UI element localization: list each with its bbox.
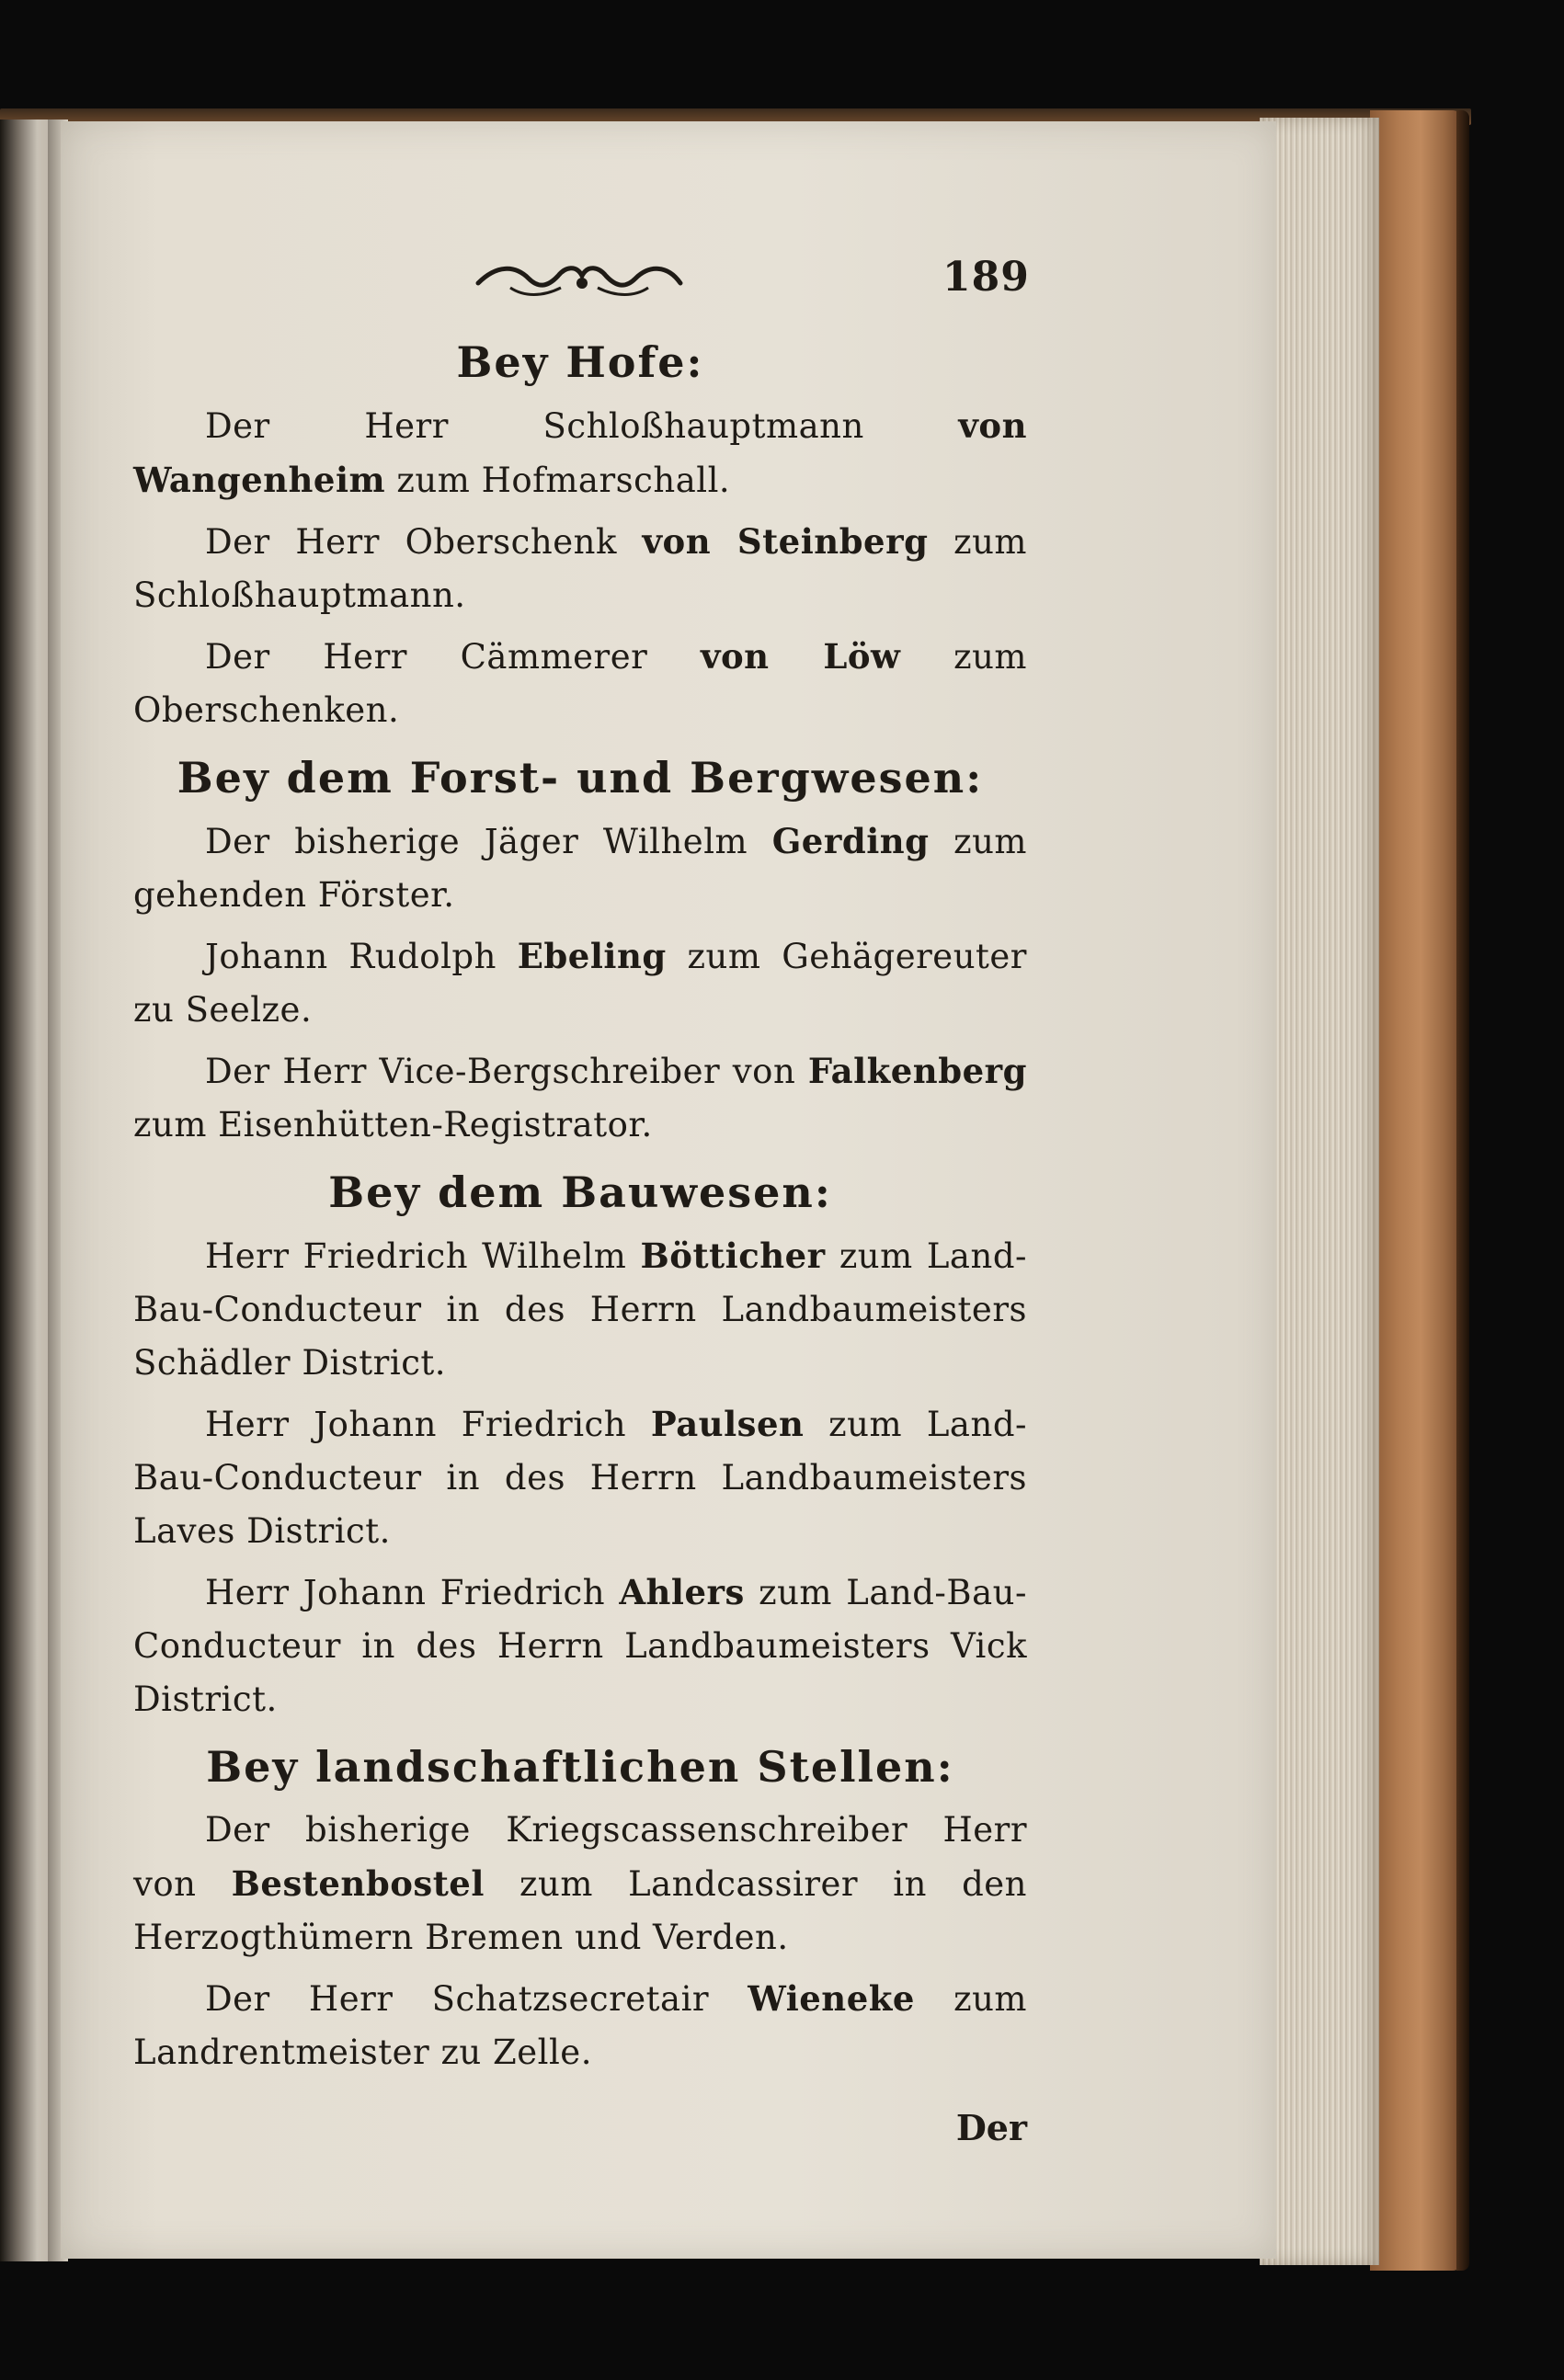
left-page-edge xyxy=(0,120,53,2261)
entry-text: Herr Friedrich Wilhelm xyxy=(205,1236,641,1276)
page-number: 189 xyxy=(942,254,1030,301)
entry xyxy=(133,1972,1027,2079)
entry-text: zum Gehägereuter zu Seelze. xyxy=(133,937,1027,1030)
section-bauwesen xyxy=(133,1165,1027,1726)
section-landschaftliche-stellen xyxy=(133,1739,1027,2079)
entry-text: zum Landcassirer in den Herzogthümern Bremen und Verden. xyxy=(133,1864,1027,1957)
ornament-icon xyxy=(474,256,685,302)
entry xyxy=(133,630,1027,737)
entry-text: Der Herr Cämmerer xyxy=(205,637,701,677)
book-cover-edge xyxy=(1370,110,1462,2271)
entry-text: zum Landrentmeister zu Zelle. xyxy=(133,1979,1028,2072)
entry-text: zum Eisenhütten-Registrator. xyxy=(133,1105,653,1144)
entry-name: von Steinberg xyxy=(642,521,929,562)
entry xyxy=(133,929,1027,1037)
entry-text: Der bisherige Jäger Wilhelm xyxy=(205,822,772,861)
entry-name: von Wangenheim xyxy=(133,405,1027,500)
entry-text: zum Land-Bau-Conducteur in des Herrn Landbaumeisters Schädler District. xyxy=(133,1236,1028,1383)
entry-text: Herr Johann Friedrich xyxy=(205,1573,620,1612)
catchword: Der xyxy=(955,2107,1027,2148)
page-stack-edge xyxy=(1260,118,1379,2265)
entry-name: Wieneke xyxy=(748,1978,915,2019)
entry xyxy=(133,515,1027,622)
entry-name: von Löw xyxy=(701,636,901,677)
entry xyxy=(133,1804,1027,1964)
section-bey-hofe xyxy=(133,335,1027,737)
page-content xyxy=(133,248,1030,2148)
entry xyxy=(133,1229,1027,1390)
entry-text: Herr Johann Friedrich xyxy=(205,1405,651,1444)
section-heading: Bey Hofe: xyxy=(456,337,704,387)
entry-text: zum Land-Bau-Conducteur in des Herrn Landbaumeisters Laves District. xyxy=(133,1405,1028,1551)
entry-text: Der Herr Vice-Bergschreiber von xyxy=(205,1052,808,1091)
entry-text: zum gehenden Förster. xyxy=(133,822,1028,915)
section-heading: Bey dem Forst- und Bergwesen: xyxy=(177,753,984,803)
entry-text: zum Oberschenken. xyxy=(133,637,1027,730)
entry-text: zum Land-Bau-Conducteur in des Herrn Landbaumeisters Vick District. xyxy=(133,1573,1027,1719)
entry-text: Der Herr Oberschenk xyxy=(205,522,643,562)
entry-text: Der bisherige Kriegscassenschreiber Herr von xyxy=(133,1810,1027,1904)
entry xyxy=(133,1044,1027,1152)
entry-text: Der Herr Schloßhauptmann xyxy=(205,406,959,446)
entry-name: Ahlers xyxy=(619,1572,745,1612)
page-header xyxy=(133,248,1030,322)
entry-text: zum Hofmarschall. xyxy=(385,461,731,500)
entry-name: Ebeling xyxy=(517,936,667,976)
entry-text: zum Schloßhauptmann. xyxy=(133,522,1028,615)
entry xyxy=(133,814,1027,922)
entry-text: Johann Rudolph xyxy=(205,937,518,976)
section-forst-bergwesen xyxy=(133,750,1027,1152)
section-heading: Bey dem Bauwesen: xyxy=(328,1167,832,1217)
entry xyxy=(133,1397,1027,1558)
section-heading: Bey landschaftlichen Stellen: xyxy=(206,1742,954,1792)
entry-name: Bestenbostel xyxy=(231,1863,485,1904)
entry-name: Falkenberg xyxy=(807,1051,1027,1091)
entry-text: Der Herr Schatzsecretair xyxy=(205,1979,748,2019)
entry-name: Bötticher xyxy=(640,1236,826,1276)
entry-name: Paulsen xyxy=(650,1404,805,1444)
entry-name: Gerding xyxy=(771,821,930,861)
entry xyxy=(133,399,1027,507)
entry xyxy=(133,1566,1027,1726)
